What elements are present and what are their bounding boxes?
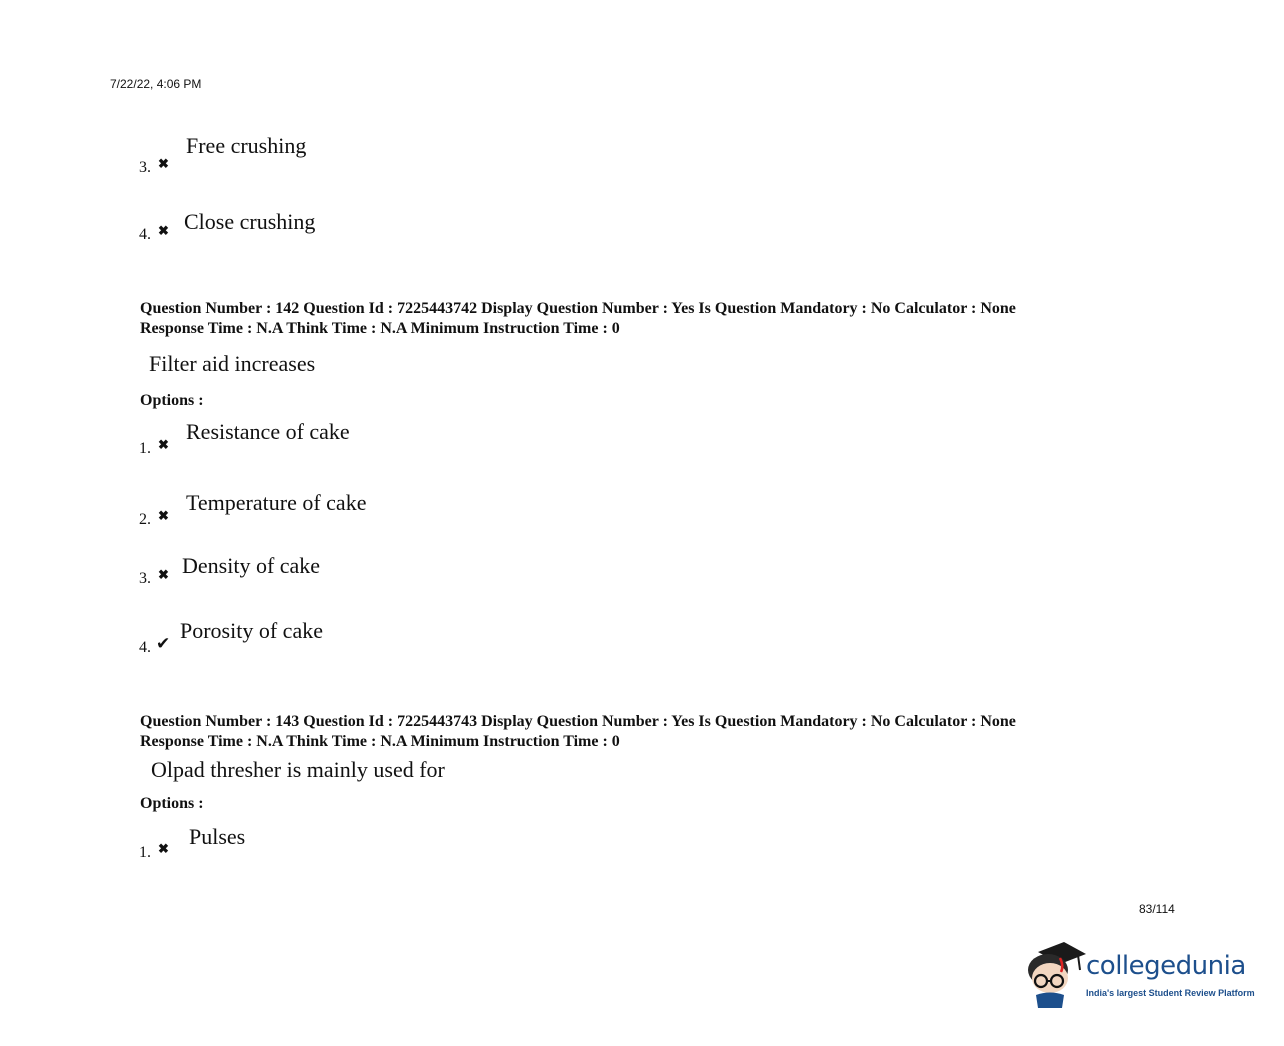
option-number: 2. <box>139 511 151 528</box>
question-meta-line: Response Time : N.A Think Time : N.A Minimum Instruction Time : 0 <box>140 320 620 337</box>
option-number: 1. <box>139 440 151 457</box>
option-number: 3. <box>139 159 151 176</box>
option-number: 4. <box>139 639 151 656</box>
cross-icon: ✖ <box>158 508 169 523</box>
question-meta-line: Response Time : N.A Think Time : N.A Minimum Instruction Time : 0 <box>140 733 620 750</box>
option-text: Close crushing <box>184 209 316 234</box>
question-meta-line: Question Number : 142 Question Id : 7225443742 Display Question Number : Yes Is Question Mandatory : No Calculator : None <box>140 300 1016 317</box>
option-text: Temperature of cake <box>186 490 367 515</box>
option-text: Resistance of cake <box>186 419 350 444</box>
cross-icon: ✖ <box>158 841 169 856</box>
options-label: Options : <box>140 795 204 812</box>
question-meta <box>140 712 1016 752</box>
option-number: 3. <box>139 570 151 587</box>
cross-icon: ✖ <box>158 156 169 171</box>
question-meta <box>140 299 1016 339</box>
options-label: Options : <box>140 392 204 409</box>
question-meta-line: Question Number : 143 Question Id : 7225443743 Display Question Number : Yes Is Question Mandatory : No Calculator : None <box>140 713 1016 730</box>
cross-icon: ✖ <box>158 223 169 238</box>
logo-tagline: India's largest Student Review Platform <box>1086 988 1255 998</box>
option-number: 1. <box>139 844 151 861</box>
mascot-logo-icon <box>1024 940 1086 1010</box>
option-text: Porosity of cake <box>180 618 323 643</box>
option-text: Free crushing <box>186 133 307 158</box>
question-text: Filter aid increases <box>149 351 316 376</box>
page-number: 83/114 <box>1139 902 1175 916</box>
option-text: Pulses <box>189 824 246 849</box>
logo-wordmark: collegedunia <box>1086 951 1246 981</box>
print-timestamp: 7/22/22, 4:06 PM <box>110 77 202 91</box>
cross-icon: ✖ <box>158 567 169 582</box>
question-text: Olpad thresher is mainly used for <box>151 757 445 782</box>
option-number: 4. <box>139 226 151 243</box>
option-text: Density of cake <box>182 553 321 578</box>
cross-icon: ✖ <box>158 437 169 452</box>
check-icon: ✔ <box>156 634 171 653</box>
